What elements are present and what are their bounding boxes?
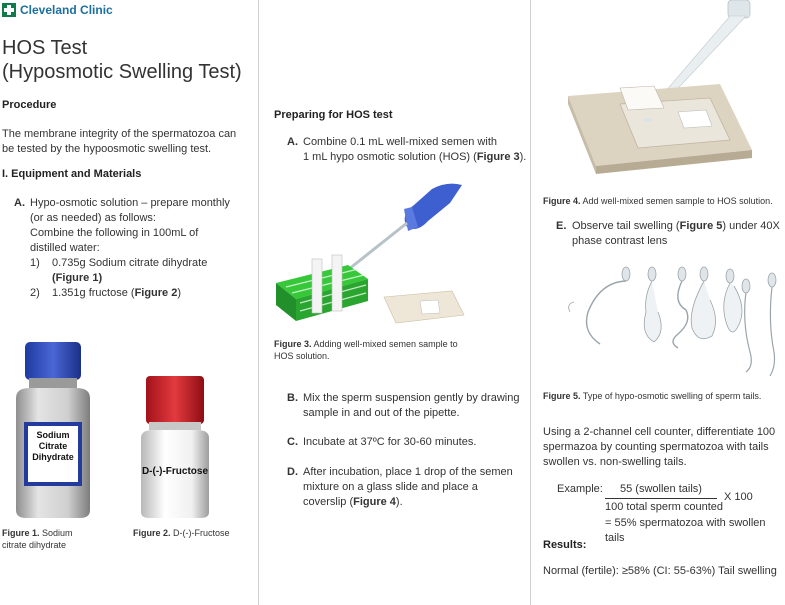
item-a: A. Hypo-osmotic solution – prepare monthly (or as needed) as follows: Combine the following in 100mL of distilled water: 1) 0.735g Sodium citrate dihydrate (Figure 1) 2) 1.351g fructose (Figure 2) xyxy=(14,196,254,301)
step-c: C. Incubate at 37ºC for 30-60 minutes. xyxy=(287,436,477,448)
figure-5-sperm-tail-types-illustration xyxy=(560,262,782,380)
item-a-line-1: Hypo-osmotic solution – prepare monthly xyxy=(30,197,230,209)
intro-paragraph: The membrane integrity of the spermatozoa can be tested by the hypoosmotic swelling test. xyxy=(2,128,237,155)
bottle-1-label-line-2: Citrate xyxy=(38,441,68,451)
bottle-1-label-line-1: Sodium xyxy=(36,430,70,440)
step-b: B. Mix the sperm suspension gently by drawing sample in and out of the pipette. xyxy=(287,392,520,419)
sub1-figure-ref: (Figure 1) xyxy=(52,272,103,284)
counter-paragraph: Using a 2-channel cell counter, differentiate 100 spermazoa by counting spermatozoa with tails swollen vs. non-swelling tails. xyxy=(543,426,776,468)
step-d: D. After incubation, place 1 drop of the semen mixture on a glass slide and place a coverslip (Figure 4). xyxy=(287,466,513,508)
title-line-1: HOS Test xyxy=(2,37,88,59)
item-a-line-2: (or as needed) as follows: xyxy=(30,212,156,224)
item-a-line-3: Combine the following in 100mL of xyxy=(30,227,199,239)
figure-4-slide-illustration xyxy=(560,0,760,185)
step-e: E. Observe tail swelling (Figure 5) under 40X phase contrast lens xyxy=(556,220,780,247)
preparing-heading: Preparing for HOS test xyxy=(274,109,393,121)
example-label: Example: xyxy=(557,483,603,495)
example-numerator: 55 (swollen tails) xyxy=(620,483,702,495)
figure-3-ref: Figure 3 xyxy=(476,151,520,163)
column-divider-right xyxy=(530,0,531,605)
normal-result: Normal (fertile): ≥58% (CI: 55-63%) Tail swelling xyxy=(543,565,777,577)
sub1-text: 0.735g Sodium citrate dihydrate xyxy=(52,257,208,269)
procedure-heading: Procedure xyxy=(2,99,57,111)
sub2-figure-ref: Figure 2 xyxy=(134,287,178,299)
example-denominator: 100 total sperm counted xyxy=(605,501,724,513)
figure-4-caption: Figure 4. Add well-mixed semen sample to HOS solution. xyxy=(543,196,773,206)
column-divider-left xyxy=(258,0,259,605)
results-heading: Results: xyxy=(543,539,587,551)
bottle-1-label-line-3: Dihydrate xyxy=(32,452,74,462)
figure-4-ref: Figure 4 xyxy=(353,496,396,508)
figure-3-test-tube-rack-illustration xyxy=(272,175,467,333)
figure-5-caption: Figure 5. Type of hypo-osmotic swelling of sperm tails. xyxy=(543,391,762,401)
item-a-line-4: distilled water: xyxy=(30,242,100,254)
figure-1-caption: Figure 1. Sodium citrate dihydrate xyxy=(2,528,73,550)
logo-text: Cleveland Clinic xyxy=(20,3,113,17)
sub2-text: 1.351g fructose ( xyxy=(52,287,135,299)
equipment-heading: I. Equipment and Materials xyxy=(2,168,142,180)
example-multiplier: X 100 xyxy=(724,491,753,503)
page-title xyxy=(2,36,242,84)
example-result: = 55% spermatozoa with swollen tails xyxy=(605,517,766,544)
figure-5-ref: Figure 5 xyxy=(679,220,723,232)
fructose-bottle-illustration xyxy=(135,372,215,522)
logo xyxy=(2,3,113,17)
figure-2-caption: Figure 2. D-(-)-Fructose xyxy=(133,528,230,538)
cleveland-clinic-logo-icon xyxy=(2,3,16,17)
fraction-line xyxy=(605,498,717,499)
bottle-2-label: D-(-)-Fructose xyxy=(141,466,209,477)
title-line-2: (Hyposmotic Swelling Test) xyxy=(2,61,242,83)
bottle-1-label xyxy=(28,430,78,463)
figure-3-caption: Figure 3. Adding well-mixed semen sample to HOS solution. xyxy=(274,339,458,361)
sub1-number: 1) xyxy=(30,257,40,269)
step-a: A. Combine 0.1 mL well-mixed semen with 1 mL hypo osmotic solution (HOS) (Figure 3). xyxy=(287,136,527,163)
sub2-number: 2) xyxy=(30,287,40,299)
item-a-letter: A. xyxy=(14,197,25,209)
